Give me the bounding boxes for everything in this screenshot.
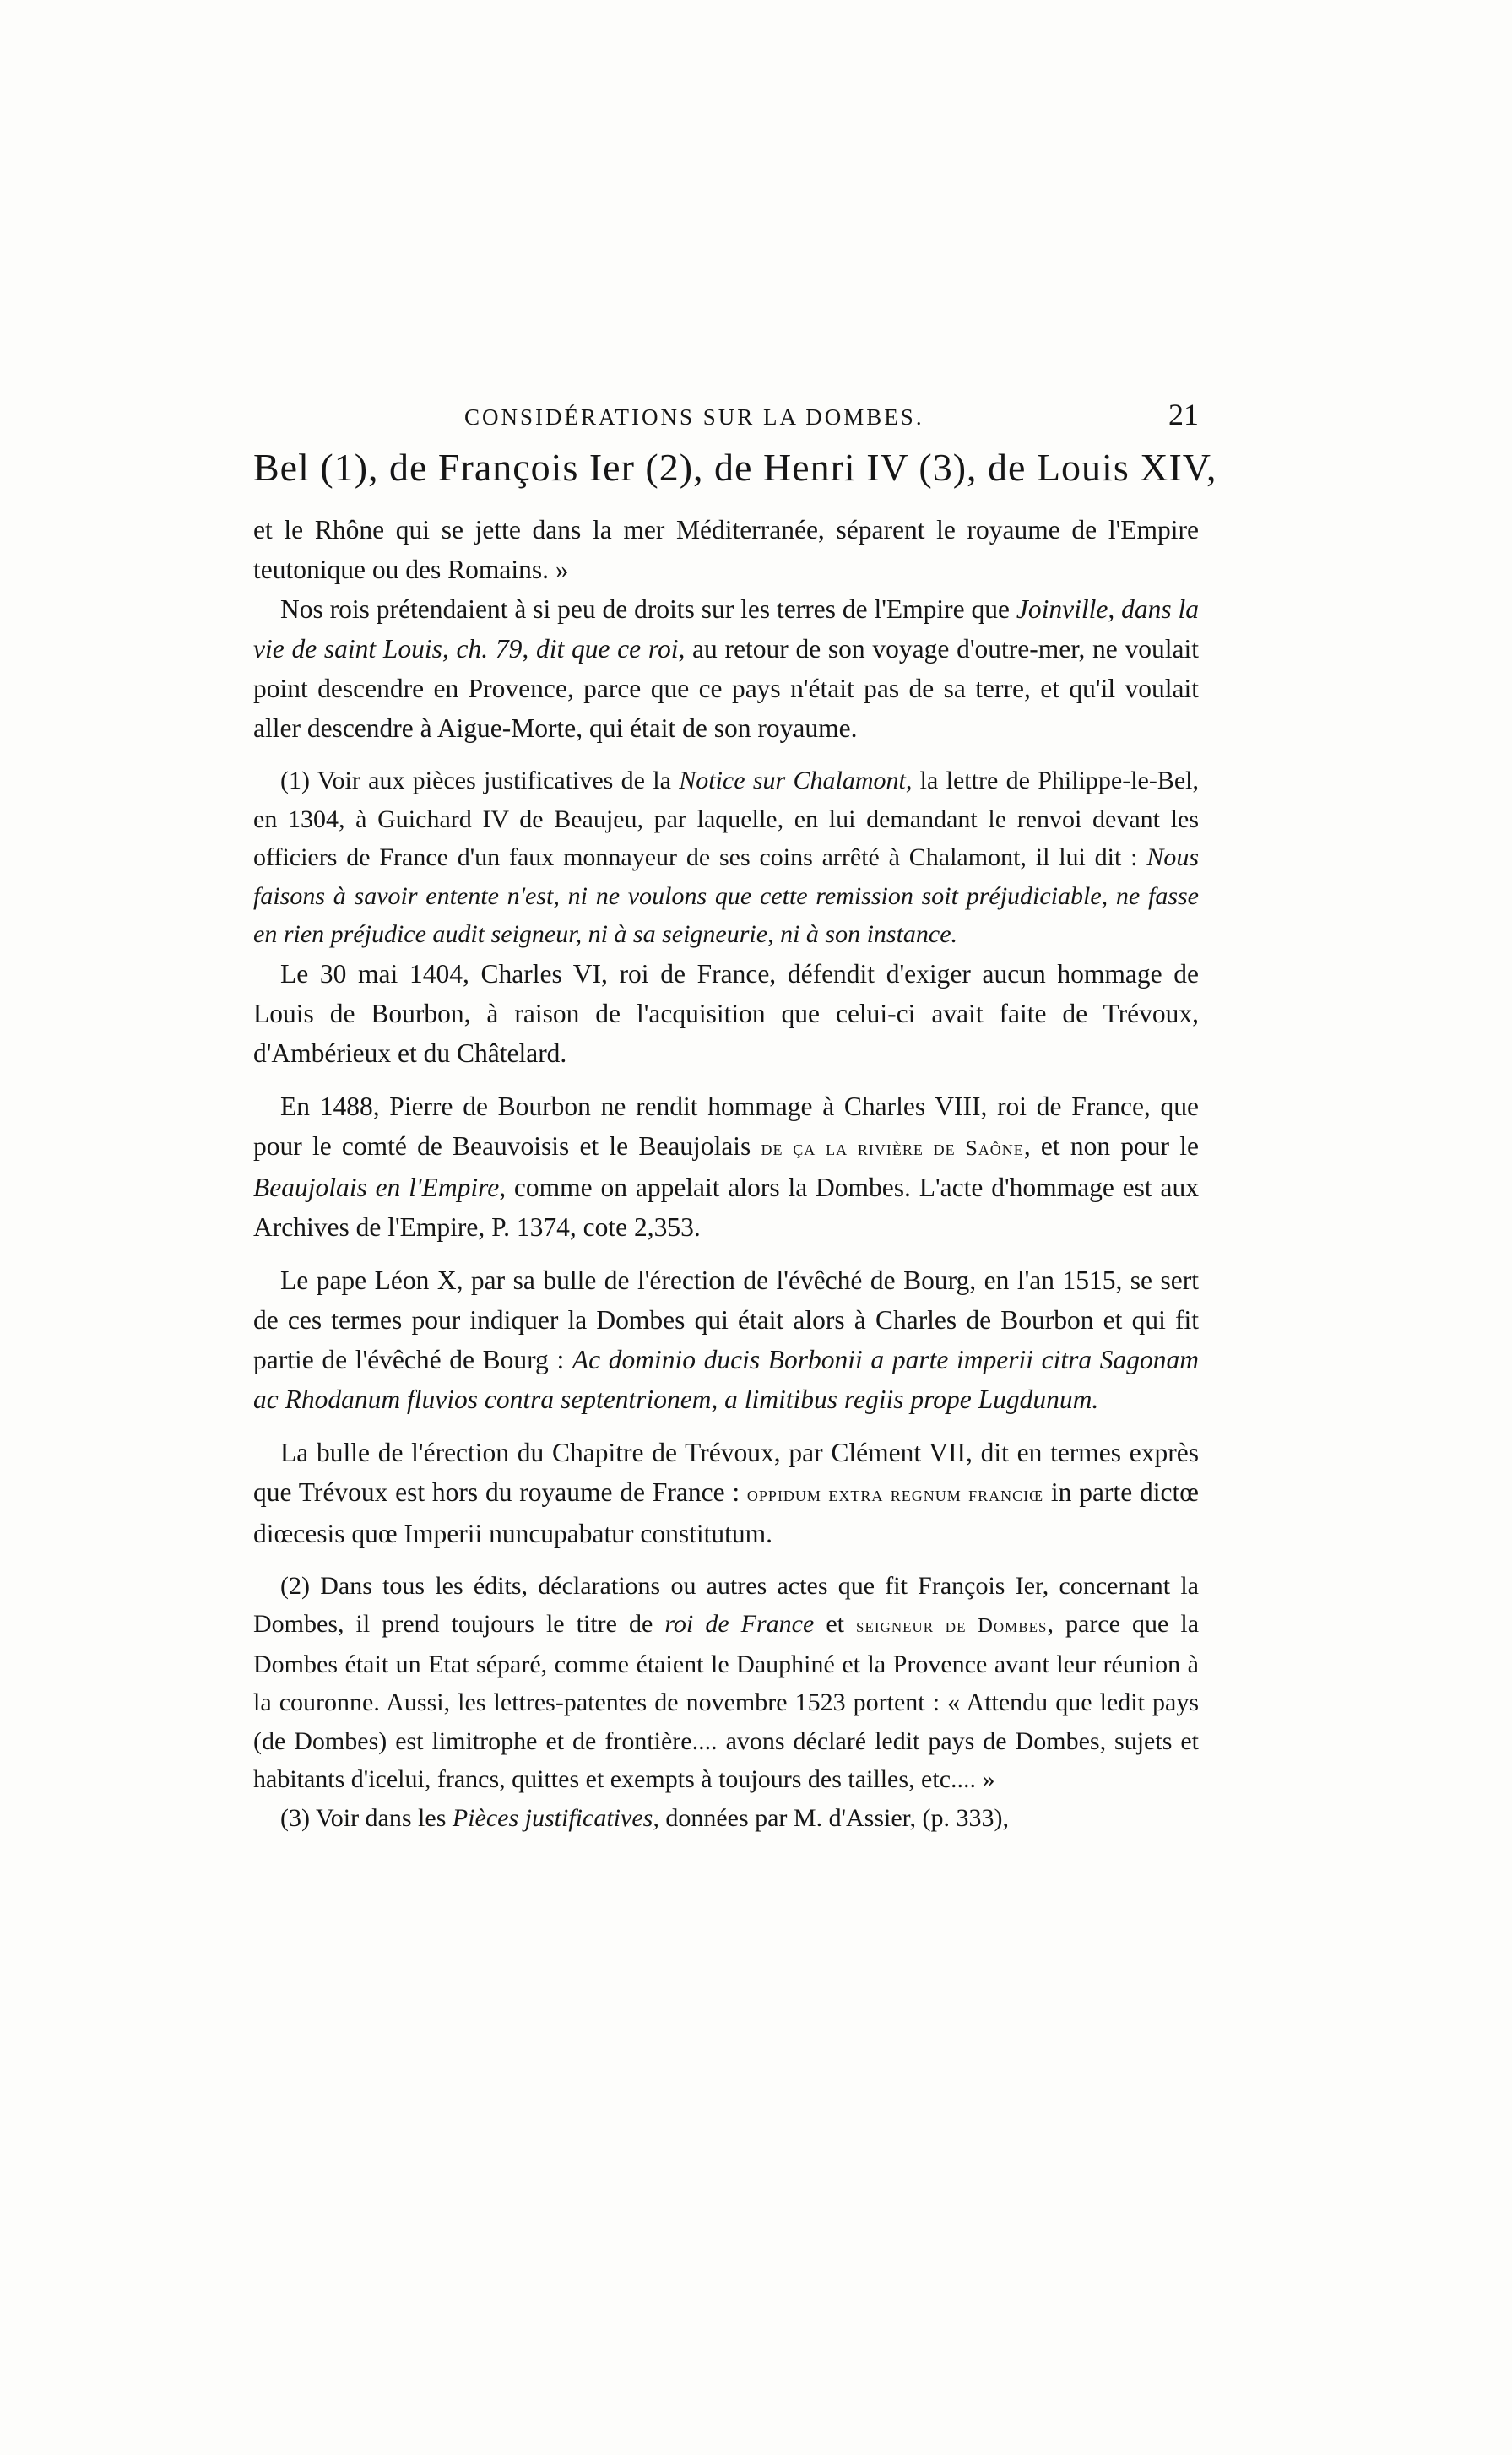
paragraph-1404 [253,954,1199,1073]
spacer [253,1073,1199,1087]
page-header [253,397,1199,436]
note1-text-a: (1) Voir aux pièces justificatives de la [280,767,680,794]
leonx-text-a: Le pape Léon X, par sa bulle de l'érection de l'évêché de Bourg, en l'an 1515, se sert de ces termes pour indiquer la Dombes qui était alors à Charles de Bourbon et qui fit partie de l'évêché de Bourg : [253,1265,1199,1374]
lead-line: Bel (1), de François Ier (2), de Henri IV (3), de Louis XIV, [253,446,1217,489]
note1-text-b: la lettre de Philippe-le-Bel, en 1304, à Guichard IV de Beaujeu, par laquelle, en lui demandant le renvoi devant les officiers de France d'un faux monnayeur de ses coins arrêté à Chalamont, il lui dit : [253,767,1199,871]
leonx-italic: Ac dominio ducis Borbonii a parte imperii citra Sagonam ac Rhodanum fluvios contra septentrionem, a limitibus regiis prope Lugdunum. [253,1344,1200,1414]
chapitre-smallcaps: oppidum extra regnum franciœ [746,1481,1044,1506]
p1488-text-c: comme on appelait alors la Dombes. L'acte d'hommage est aux Archives de l'Empire, P. 1374, cote 2,353. [253,1172,1199,1242]
p1488-text-a: En 1488, Pierre de Bourbon ne rendit hommage à Charles VIII, roi de France, que pour le comté de Beauvoisis et le Beaujolais [253,1091,1199,1161]
joinville-text-a: Nos rois prétendaient à si peu de droits sur les terres de l'Empire que [280,594,1016,624]
page-number: 21 [1168,398,1199,431]
p1404-text: Le 30 mai 1404, Charles VI, roi de France, défendit d'exiger aucun hommage de Louis de Bourbon, à raison de l'acquisition que celui-ci avait faite de Trévoux, d'Ambérieux et du Châtelard. [253,958,1199,1068]
page [253,397,1217,1837]
footnote-1 [253,761,1199,954]
paragraph-joinville [253,589,1199,748]
note2-italic: roi de France [664,1610,815,1638]
note2-smallcaps: seigneur de Dombes [856,1614,1048,1637]
paragraph-chapitre [253,1433,1199,1553]
spacer [253,1247,1199,1260]
paragraph-leon-x [253,1260,1199,1419]
note3-text-b: données par M. d'Assier, (p. 333), [658,1803,1009,1832]
chapitre-text-a: La bulle de l'érection du Chapitre de Trévoux, par Clément VII, dit en termes exprès que Trévoux est hors du royaume de France : [253,1437,1199,1507]
footnote-2 [253,1567,1199,1799]
note3-italic: Pièces justificatives, [452,1803,659,1832]
chapitre-text-b: in parte dictœ diœcesis quœ Imperii nuncupabatur constitutum. [253,1477,1199,1548]
note1-italic-a: Notice sur Chalamont, [679,767,913,794]
footnote-3 [253,1799,1199,1838]
joinville-italic: Joinville, dans la vie de saint Louis, ch. 79, dit que ce roi, [253,594,1199,664]
p1488-smallcaps: de ça la rivière de Saône [761,1135,1024,1160]
spacer [253,1553,1199,1567]
note2-text-a: (2) Dans tous les édits, déclarations ou autres actes que fit François Ier, concernant la Dombes, il prend toujours le titre de [253,1571,1199,1638]
running-head: CONSIDÉRATIONS SUR LA DOMBES. [464,404,924,430]
quote-continuation [253,510,1199,589]
p1488-italic: Beaujolais en l'Empire, [253,1172,507,1202]
spacer [253,1419,1199,1433]
note2-text-c: , parce que la Dombes était un Etat séparé, comme étaient le Dauphiné et la Provence avant leur réunion à la couronne. Aussi, les lettres-patentes de novembre 1523 portent : « Attendu que ledit pays (de Dombes) est limitrophe et de frontière.... avons déclaré ledit pays de Dombes, sujets et habitants d'icelui, francs, quittes et exempts à toujours des tailles, etc.... » [253,1610,1200,1793]
note2-text-b: et [814,1610,857,1638]
spacer [253,748,1199,761]
note1-italic-b: Nous faisons à savoir entente n'est, ni ne voulons que cette remission soit préjudiciable, ne fasse en rien préjudice audit seigneur, ni à sa seigneurie, ni à son instance. [253,843,1199,948]
paragraph-1488 [253,1087,1199,1247]
joinville-text-b: au retour de son voyage d'outre-mer, ne voulait point descendre en Provence, parce que ce pays n'était pas de sa terre, et qu'il voulait aller descendre à Aigue-Morte, qui était de son royaume. [253,634,1199,743]
note3-text-a: (3) Voir dans les [280,1803,453,1832]
p1488-text-b: , et non pour le [1023,1130,1199,1161]
quote-text: et le Rhône qui se jette dans la mer Méditerranée, séparent le royaume de l'Empire teutonique ou des Romains. » [253,515,1199,584]
